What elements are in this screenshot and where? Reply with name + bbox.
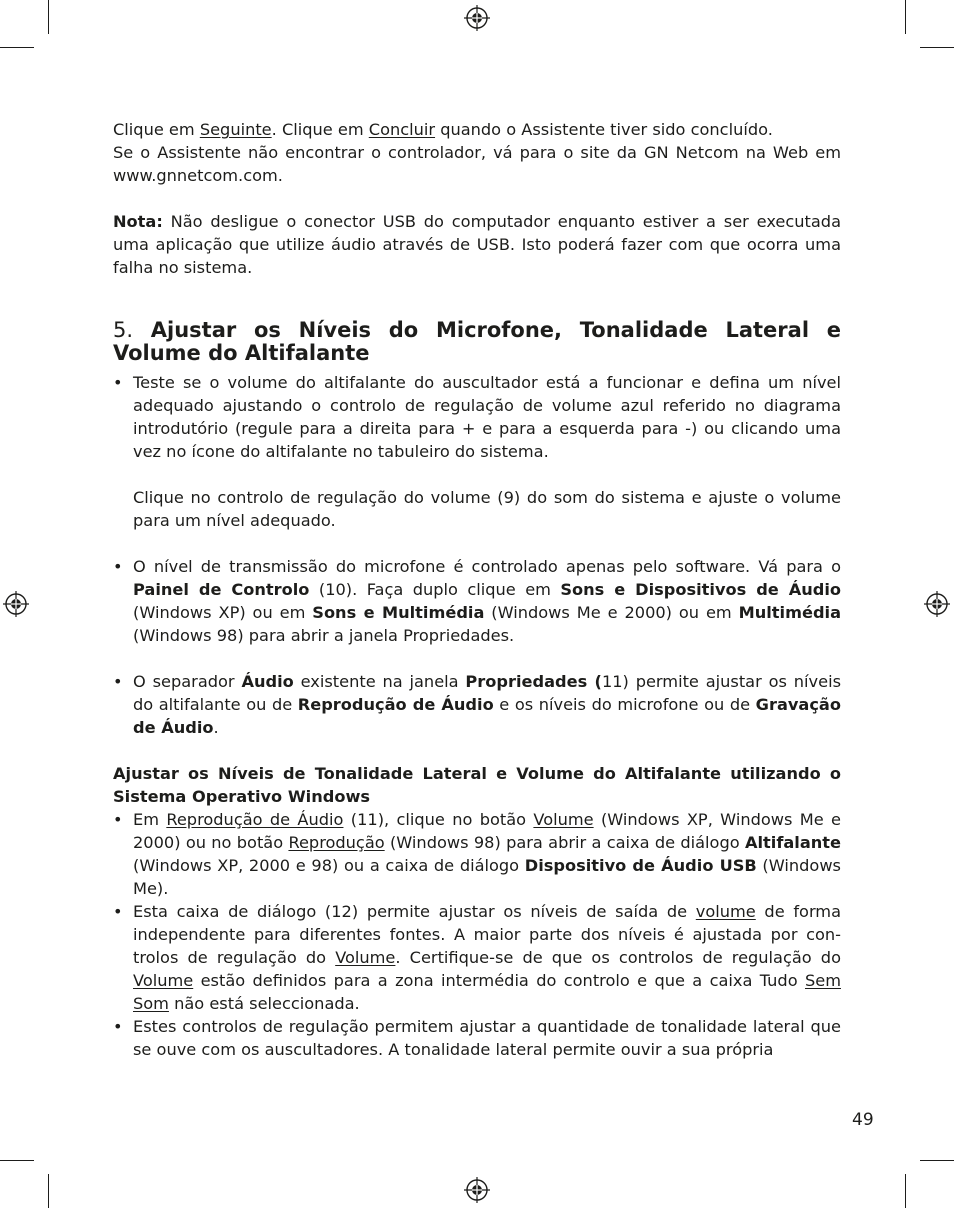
- registration-mark-icon: [924, 591, 950, 617]
- seguinte-link: Seguinte: [199, 120, 272, 139]
- bullet-icon: •: [113, 1017, 123, 1036]
- page-content: [113, 118, 841, 1061]
- section-bullet-list: [113, 371, 841, 463]
- list-item: • O separador Áudio existente na janela Propriedades (11) permite ajustar os níveis do altifalante ou de Reprodução de Áudio e os níveis do microfone ou de Gravação de Áudio.: [113, 672, 842, 737]
- crop-mark: [48, 0, 49, 34]
- section-bullet-list: [113, 670, 841, 739]
- section-bullet-list: [113, 555, 841, 647]
- list-item: • Estes controlos de regulação permitem ajustar a quantidade de tonalidade lateral que se ouve com os auscultadores. A tonalidade lateral permite ouvir a sua própria: [113, 1017, 841, 1059]
- registration-mark-icon: [3, 591, 29, 617]
- crop-mark: [920, 1160, 954, 1161]
- concluir-link: Concluir: [368, 120, 436, 139]
- list-item: • Esta caixa de diálogo (12) permite ajustar os níveis de saída de volume de forma independente para diferentes fontes. A maior parte dos níveis é ajustada por con-trolos de regulação do Volume. Certifique-se de que os controlos de regulação do Volume estão definidos para a zona intermédia do controlo e que a caixa Tudo Sem Som não está seleccionada.: [113, 902, 841, 1013]
- page-number: 49: [852, 1110, 874, 1130]
- crop-mark: [905, 0, 906, 34]
- section-number: 5.: [113, 318, 134, 342]
- crop-mark: [905, 1174, 906, 1208]
- bullet-icon: •: [113, 672, 123, 691]
- crop-mark: [48, 1174, 49, 1208]
- registration-mark-icon: [464, 1177, 490, 1203]
- crop-mark: [920, 47, 954, 48]
- list-item: • O nível de transmissão do microfone é controlado apenas pelo software. Vá para o Painel de Controlo (10). Faça duplo clique em Sons e Dispositivos de Áudio (Windows XP) ou em Sons e Multimédia (Windows Me e 2000) ou em Multimédia (Windows 98) para abrir a janela Propriedades.: [113, 557, 842, 645]
- section-title: Ajustar os Níveis do Microfone, Tonalidade Lateral e Volume do Altifalante: [113, 318, 841, 365]
- bullet-icon: •: [113, 902, 123, 921]
- bullet-icon: •: [113, 810, 123, 829]
- intro-paragraph: Clique em Seguinte. Clique em Concluir quando o Assistente tiver sido concluído.: [113, 120, 773, 139]
- note-label: Nota:: [113, 212, 163, 231]
- subsection-heading: Ajustar os Níveis de Tonalidade Lateral e Volume do Altifalante utilizando o Sistema Operativo Windows: [113, 764, 841, 806]
- subsection-bullet-list: [113, 808, 841, 1061]
- bullet-icon: •: [113, 557, 123, 576]
- registration-mark-icon: [464, 5, 490, 31]
- bullet-icon: •: [113, 373, 123, 392]
- crop-mark: [0, 47, 34, 48]
- note-paragraph: Nota: Não desligue o conector USB do computador enquanto estiver a ser executada uma aplicação que utilize áudio através de USB. Isto poderá fazer com que ocorra uma falha no sistema.: [113, 212, 841, 277]
- list-item-continuation: Clique no controlo de regulação do volume (9) do som do sistema e ajuste o volume para um nível adequado.: [133, 488, 841, 530]
- section-heading: [113, 319, 841, 365]
- intro-paragraph-2: Se o Assistente não encontrar o controlador, vá para o site da GN Netcom na Web em www.gnnetcom.com.: [113, 143, 841, 185]
- list-item: • Em Reprodução de Áudio (11), clique no botão Volume (Windows XP, Windows Me e 2000) ou no botão Reprodução (Windows 98) para abrir a caixa de diálogo Altifalante (Windows XP, 2000 e 98) ou a caixa de diálogo Dispositivo de Áudio USB (Windows Me).: [113, 810, 841, 898]
- list-item: • Teste se o volume do altifalante do auscultador está a funcionar e defina um nível adequado ajustando o controlo de regulação de volume azul referido no diagrama introdutório (regule para a direita para + e para a esquerda para -) ou clicando uma vez no ícone do altifalante no tabuleiro do sistema.: [113, 373, 841, 461]
- crop-mark: [0, 1160, 34, 1161]
